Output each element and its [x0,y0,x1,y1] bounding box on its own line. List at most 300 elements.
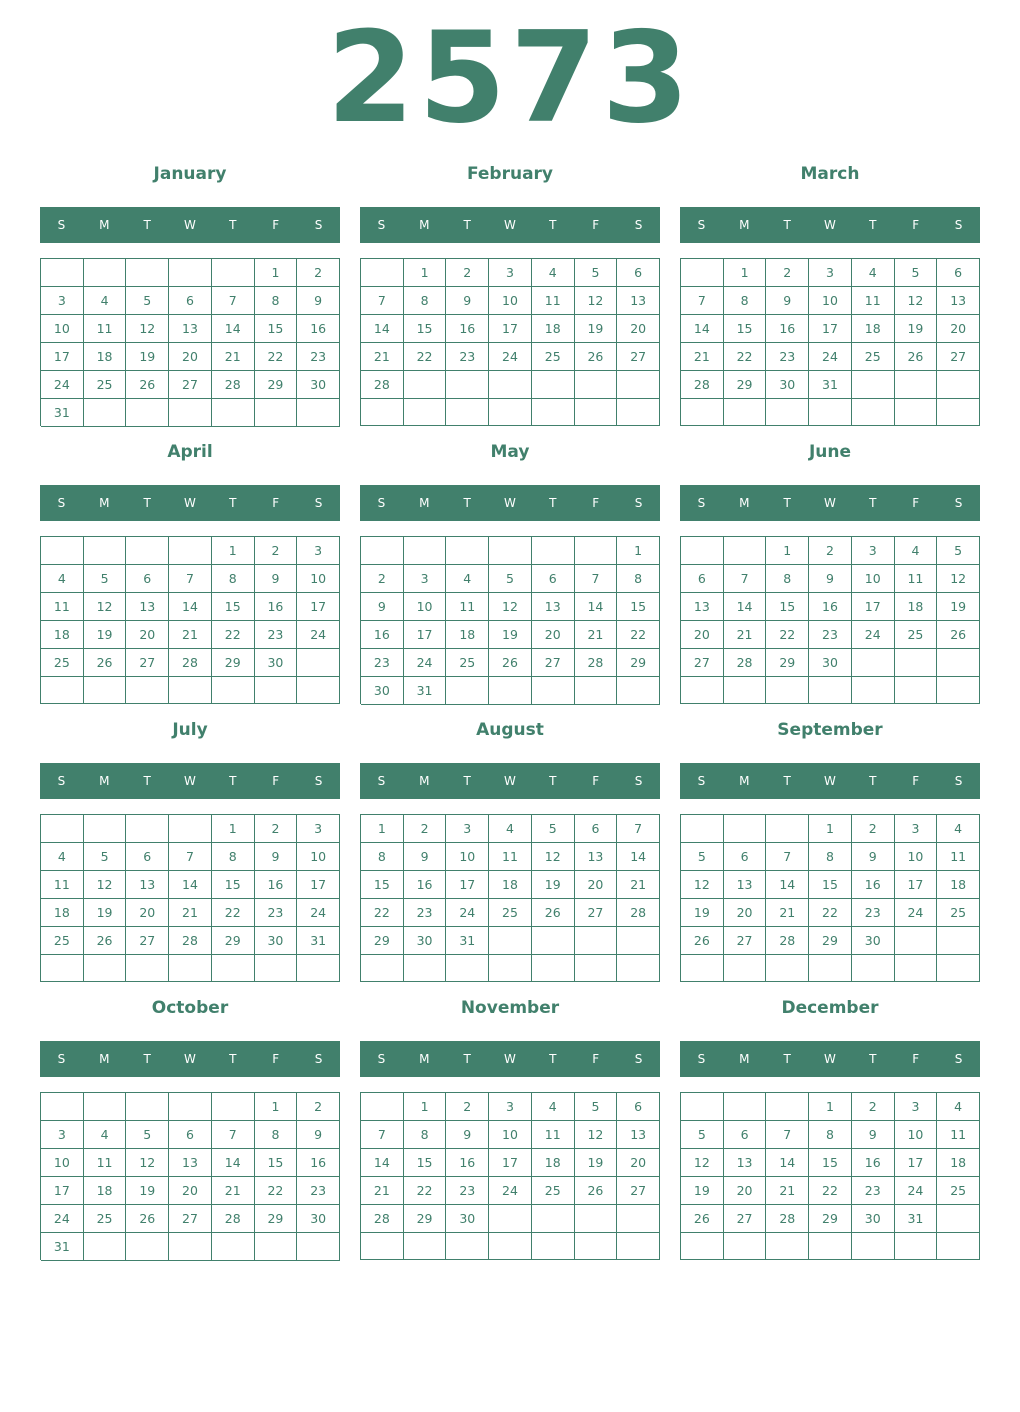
empty-day-cell [169,259,212,287]
day-cell: 21 [212,1177,255,1205]
day-cell: 26 [84,927,127,955]
day-cell: 4 [84,1121,127,1149]
empty-day-cell [212,259,255,287]
weekday-label: W [824,774,836,788]
empty-day-cell [297,677,340,704]
empty-day-cell [766,955,809,982]
weekday-label: M [739,774,750,788]
weekday-label: T [549,774,557,788]
empty-day-cell [532,1233,575,1260]
day-cell: 28 [617,899,660,927]
day-cell: 29 [809,927,852,955]
empty-day-cell [169,815,212,843]
weekday-label: T [229,774,237,788]
day-cell: 6 [937,259,980,287]
empty-day-cell [404,1233,447,1260]
weekday-label: T [869,774,877,788]
weekday-label: T [463,1052,471,1066]
empty-day-cell [724,1233,767,1260]
day-cell: 6 [126,843,169,871]
weekday-label: M [99,496,110,510]
day-cell: 9 [297,287,340,315]
empty-day-cell [84,1093,127,1121]
day-cell: 3 [895,1093,938,1121]
day-cell: 8 [212,565,255,593]
day-cell: 5 [575,1093,618,1121]
day-cell: 3 [41,1121,84,1149]
weekday-label: T [229,218,237,232]
empty-day-cell [532,955,575,982]
empty-day-cell [766,1233,809,1260]
day-cell: 23 [809,621,852,649]
day-cell: 21 [766,899,809,927]
weekday-label: T [783,218,791,232]
weekday-label: S [314,774,323,788]
empty-day-cell [681,1233,724,1260]
day-cell: 1 [809,815,852,843]
day-cell: 6 [617,259,660,287]
day-cell: 24 [297,899,340,927]
day-cell: 19 [532,871,575,899]
day-cell: 23 [361,649,404,677]
day-cell: 16 [446,315,489,343]
day-cell: 29 [255,371,298,399]
day-cell: 17 [852,593,895,621]
weekday-label: S [634,218,643,232]
empty-day-cell [809,399,852,426]
day-cell: 24 [809,343,852,371]
day-cell: 14 [169,871,212,899]
empty-day-cell [937,955,980,982]
day-cell: 13 [617,287,660,315]
day-cell: 18 [852,315,895,343]
month-name: September [777,720,883,740]
day-cell: 21 [681,343,724,371]
day-cell: 13 [724,1149,767,1177]
day-cell: 25 [895,621,938,649]
month-name: February [466,164,554,184]
day-cell: 10 [489,1121,532,1149]
day-cell: 2 [404,815,447,843]
month-name: April [167,442,213,462]
day-cell: 18 [895,593,938,621]
empty-day-cell [575,399,618,426]
empty-day-cell [84,677,127,704]
weekday-label: T [869,496,877,510]
day-cell: 25 [937,1177,980,1205]
day-cell: 23 [297,1177,340,1205]
weekday-label: F [272,774,280,788]
day-cell: 15 [361,871,404,899]
empty-day-cell [41,815,84,843]
day-cell: 21 [212,343,255,371]
day-cell: 26 [489,649,532,677]
day-cell: 25 [84,371,127,399]
weekday-header-row [680,1041,980,1077]
weekday-label: M [739,496,750,510]
day-cell: 27 [937,343,980,371]
empty-day-cell [937,677,980,704]
day-cell: 14 [361,315,404,343]
empty-day-cell [617,677,660,705]
day-cell: 10 [489,287,532,315]
day-cell: 13 [169,1149,212,1177]
day-cell: 5 [532,815,575,843]
empty-day-cell [681,955,724,982]
empty-day-cell [681,677,724,704]
day-cell: 29 [809,1205,852,1233]
empty-day-cell [169,677,212,704]
day-cell: 2 [852,1093,895,1121]
day-cell: 31 [41,1233,84,1261]
weekday-label: W [184,774,196,788]
day-cell: 5 [84,565,127,593]
weekday-header-row [360,485,660,521]
empty-day-cell [617,927,660,955]
day-cell: 16 [766,315,809,343]
day-cell: 20 [724,1177,767,1205]
day-cell: 13 [724,871,767,899]
day-cell: 3 [297,815,340,843]
weekday-label: F [592,496,600,510]
day-cell: 24 [297,621,340,649]
month-name: January [153,164,227,184]
day-cell: 8 [255,1121,298,1149]
empty-day-cell [489,677,532,705]
day-cell: 22 [212,899,255,927]
weekday-label: W [504,218,516,232]
day-cell: 5 [126,1121,169,1149]
month-name: December [781,998,879,1018]
day-cell: 19 [489,621,532,649]
day-cell: 7 [681,287,724,315]
day-cell: 11 [532,1121,575,1149]
day-cell: 9 [255,565,298,593]
weekday-label: W [504,1052,516,1066]
empty-day-cell [41,955,84,982]
empty-day-cell [937,399,980,426]
weekday-label: W [824,218,836,232]
day-cell: 7 [575,565,618,593]
day-cell: 5 [126,287,169,315]
day-cell: 5 [681,1121,724,1149]
day-cell: 9 [766,287,809,315]
day-cell: 3 [446,815,489,843]
month-name: May [490,442,530,462]
empty-day-cell [84,1233,127,1261]
day-cell: 29 [212,927,255,955]
day-cell: 4 [532,1093,575,1121]
day-cell: 24 [41,371,84,399]
day-cell: 4 [41,565,84,593]
day-cell: 17 [446,871,489,899]
day-cell: 1 [809,1093,852,1121]
day-cell: 29 [255,1205,298,1233]
empty-day-cell [895,649,938,677]
day-cell: 1 [255,259,298,287]
day-cell: 11 [852,287,895,315]
empty-day-cell [255,677,298,704]
day-cell: 21 [169,621,212,649]
day-cell: 25 [532,1177,575,1205]
month-name: November [460,998,560,1018]
day-cell: 11 [937,843,980,871]
empty-day-cell [297,1233,340,1261]
day-cell: 8 [404,287,447,315]
weekday-label: S [954,218,963,232]
day-cell: 7 [617,815,660,843]
day-cell: 10 [41,315,84,343]
weekday-header-row [40,763,340,799]
empty-day-cell [852,677,895,704]
day-cell: 13 [937,287,980,315]
day-cell: 23 [255,899,298,927]
day-cell: 30 [852,927,895,955]
empty-day-cell [169,1233,212,1261]
day-cell: 15 [255,315,298,343]
day-cell: 28 [361,1205,404,1233]
weekday-header-row [40,207,340,243]
empty-day-cell [84,259,127,287]
day-cell: 17 [489,315,532,343]
empty-day-cell [575,677,618,705]
day-cell: 14 [617,843,660,871]
day-cell: 11 [532,287,575,315]
empty-day-cell [212,1093,255,1121]
weekday-label: F [272,218,280,232]
day-cell: 26 [937,621,980,649]
day-cell: 7 [212,287,255,315]
day-cell: 14 [575,593,618,621]
day-cell: 12 [126,1149,169,1177]
day-grid [40,814,340,982]
day-cell: 7 [169,565,212,593]
day-cell: 30 [446,1205,489,1233]
day-cell: 27 [126,649,169,677]
day-cell: 16 [446,1149,489,1177]
day-cell: 15 [809,871,852,899]
day-cell: 2 [852,815,895,843]
day-cell: 12 [895,287,938,315]
empty-day-cell [766,1093,809,1121]
empty-day-cell [41,259,84,287]
day-cell: 20 [617,315,660,343]
empty-day-cell [852,649,895,677]
weekday-label: F [272,496,280,510]
day-cell: 12 [489,593,532,621]
day-cell: 1 [212,815,255,843]
day-cell: 24 [489,343,532,371]
day-cell: 18 [446,621,489,649]
day-cell: 9 [446,287,489,315]
day-grid [360,258,660,426]
day-cell: 12 [532,843,575,871]
day-cell: 9 [297,1121,340,1149]
day-cell: 26 [126,1205,169,1233]
day-cell: 28 [681,371,724,399]
day-cell: 28 [361,371,404,399]
day-cell: 3 [404,565,447,593]
empty-day-cell [575,1233,618,1260]
day-cell: 12 [575,1121,618,1149]
day-cell: 14 [766,1149,809,1177]
empty-day-cell [84,537,127,565]
empty-day-cell [895,955,938,982]
empty-day-cell [126,259,169,287]
day-cell: 17 [297,593,340,621]
day-cell: 17 [895,1149,938,1177]
day-cell: 20 [617,1149,660,1177]
day-cell: 8 [766,565,809,593]
day-cell: 15 [212,593,255,621]
empty-day-cell [41,677,84,704]
day-cell: 19 [895,315,938,343]
day-cell: 2 [255,537,298,565]
day-cell: 17 [809,315,852,343]
empty-day-cell [361,1093,404,1121]
day-cell: 19 [575,1149,618,1177]
day-cell: 7 [766,843,809,871]
day-grid [40,258,340,426]
day-cell: 12 [575,287,618,315]
day-cell: 22 [724,343,767,371]
day-cell: 24 [852,621,895,649]
weekday-label: M [419,774,430,788]
day-cell: 9 [852,1121,895,1149]
day-cell: 27 [169,1205,212,1233]
day-cell: 22 [766,621,809,649]
empty-day-cell [575,537,618,565]
empty-day-cell [84,815,127,843]
day-cell: 23 [446,343,489,371]
weekday-label: M [99,774,110,788]
day-cell: 27 [575,899,618,927]
day-cell: 2 [297,259,340,287]
empty-day-cell [852,955,895,982]
day-cell: 6 [169,287,212,315]
weekday-label: S [697,774,706,788]
day-cell: 10 [809,287,852,315]
day-cell: 21 [169,899,212,927]
empty-day-cell [681,815,724,843]
day-cell: 11 [489,843,532,871]
weekday-header-row [40,1041,340,1077]
day-cell: 3 [489,1093,532,1121]
month-name: October [151,998,229,1018]
day-cell: 2 [255,815,298,843]
day-cell: 31 [446,927,489,955]
empty-day-cell [212,955,255,982]
day-cell: 22 [255,343,298,371]
weekday-label: S [57,774,66,788]
day-cell: 31 [41,399,84,427]
day-cell: 2 [766,259,809,287]
empty-day-cell [489,537,532,565]
day-cell: 27 [617,343,660,371]
day-cell: 24 [489,1177,532,1205]
weekday-label: S [634,774,643,788]
day-cell: 7 [361,1121,404,1149]
day-cell: 22 [255,1177,298,1205]
day-cell: 4 [895,537,938,565]
empty-day-cell [724,815,767,843]
day-cell: 8 [404,1121,447,1149]
day-cell: 10 [446,843,489,871]
day-cell: 25 [41,649,84,677]
month-name: August [476,720,544,740]
empty-day-cell [446,955,489,982]
day-cell: 3 [297,537,340,565]
empty-day-cell [681,537,724,565]
empty-day-cell [532,399,575,426]
empty-day-cell [169,399,212,427]
day-cell: 24 [895,899,938,927]
day-cell: 20 [169,343,212,371]
day-cell: 5 [681,843,724,871]
weekday-header-row [360,763,660,799]
day-cell: 9 [255,843,298,871]
day-cell: 16 [809,593,852,621]
day-cell: 21 [575,621,618,649]
day-cell: 19 [681,899,724,927]
day-cell: 20 [532,621,575,649]
day-cell: 4 [446,565,489,593]
empty-day-cell [446,537,489,565]
weekday-label: S [697,496,706,510]
day-cell: 25 [84,1205,127,1233]
empty-day-cell [212,399,255,427]
empty-day-cell [895,371,938,399]
weekday-label: W [184,1052,196,1066]
day-cell: 25 [852,343,895,371]
weekday-label: S [954,496,963,510]
day-cell: 25 [41,927,84,955]
day-cell: 8 [361,843,404,871]
weekday-label: T [143,1052,151,1066]
empty-day-cell [126,815,169,843]
day-cell: 19 [84,621,127,649]
day-cell: 1 [212,537,255,565]
day-cell: 1 [255,1093,298,1121]
day-cell: 30 [361,677,404,705]
day-cell: 21 [361,343,404,371]
day-grid [680,1092,980,1260]
day-cell: 31 [895,1205,938,1233]
day-cell: 22 [617,621,660,649]
empty-day-cell [489,371,532,399]
empty-day-cell [724,537,767,565]
empty-day-cell [724,677,767,704]
day-cell: 12 [84,871,127,899]
day-grid [40,536,340,704]
day-cell: 18 [532,1149,575,1177]
day-cell: 3 [809,259,852,287]
day-cell: 22 [404,343,447,371]
empty-day-cell [724,399,767,426]
empty-day-cell [489,927,532,955]
empty-day-cell [255,955,298,982]
day-cell: 8 [255,287,298,315]
day-cell: 4 [489,815,532,843]
day-cell: 2 [446,259,489,287]
empty-day-cell [297,955,340,982]
day-cell: 3 [489,259,532,287]
empty-day-cell [84,955,127,982]
empty-day-cell [532,537,575,565]
day-cell: 13 [169,315,212,343]
day-cell: 2 [297,1093,340,1121]
month-name: July [172,720,208,740]
